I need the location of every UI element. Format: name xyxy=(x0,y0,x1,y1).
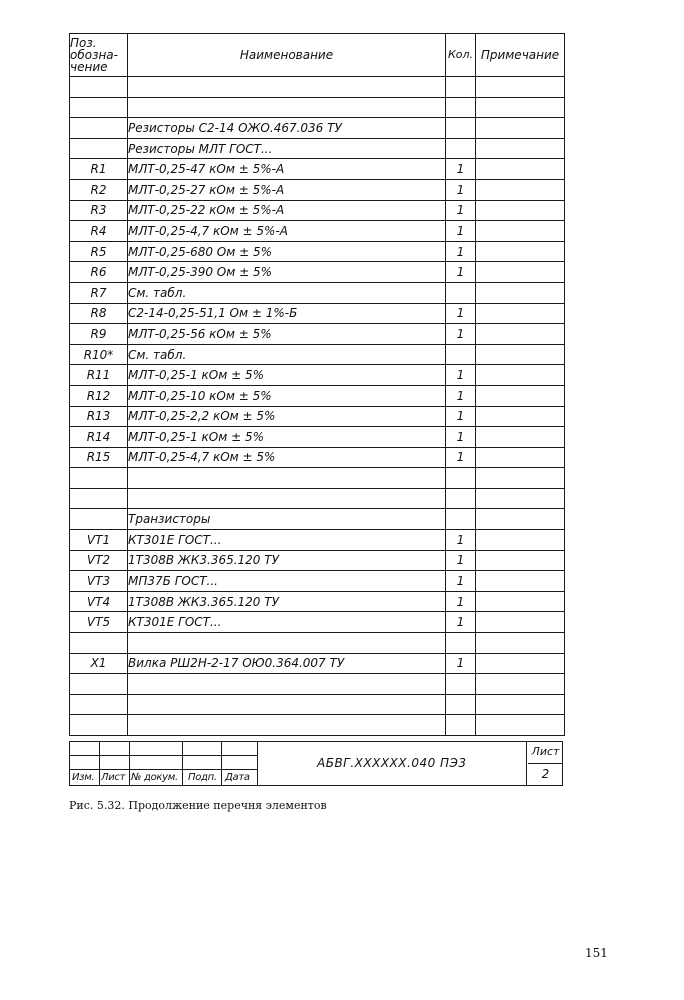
position-cell xyxy=(70,77,128,98)
quantity-cell: 1 xyxy=(446,427,476,448)
note-cell xyxy=(476,427,565,448)
name-cell: МЛТ-0,25-47 кОм ± 5%-А xyxy=(128,159,446,180)
name-cell xyxy=(128,674,446,695)
note-cell xyxy=(476,221,565,242)
quantity-cell xyxy=(446,509,476,530)
figure-caption: Рис. 5.32. Продолжение перечня элементов xyxy=(69,799,327,812)
quantity-cell xyxy=(446,468,476,489)
table-row xyxy=(70,159,565,180)
note-cell xyxy=(476,344,565,365)
name-cell: 1Т308В ЖК3.365.120 ТУ xyxy=(128,591,446,612)
note-cell xyxy=(476,365,565,386)
position-cell: VT4 xyxy=(70,591,128,612)
table-row xyxy=(70,324,565,345)
note-cell xyxy=(476,138,565,159)
note-cell xyxy=(476,694,565,715)
title-block xyxy=(69,741,564,786)
quantity-cell xyxy=(446,488,476,509)
position-cell: VT1 xyxy=(70,530,128,551)
title-block-divider xyxy=(129,741,130,786)
table-row xyxy=(70,97,565,118)
position-cell: R3 xyxy=(70,200,128,221)
note-cell xyxy=(476,715,565,736)
quantity-cell xyxy=(446,715,476,736)
table-row xyxy=(70,591,565,612)
position-cell xyxy=(70,97,128,118)
name-cell: С2-14-0,25-51,1 Ом ± 1%-Б xyxy=(128,303,446,324)
sheet-label: Лист xyxy=(531,745,560,758)
position-cell xyxy=(70,118,128,139)
quantity-cell: 1 xyxy=(446,530,476,551)
name-cell xyxy=(128,77,446,98)
position-cell: R6 xyxy=(70,262,128,283)
note-cell xyxy=(476,262,565,283)
title-block-divider xyxy=(99,741,100,786)
name-cell xyxy=(128,488,446,509)
table-row xyxy=(70,694,565,715)
name-cell: МЛТ-0,25-27 кОм ± 5%-А xyxy=(128,179,446,200)
quantity-cell: 1 xyxy=(446,262,476,283)
name-header: Наименование xyxy=(128,34,446,77)
quantity-cell xyxy=(446,674,476,695)
table-row xyxy=(70,715,565,736)
position-cell: R15 xyxy=(70,447,128,468)
note-header: Примечание xyxy=(476,34,565,77)
sheet-number: 2 xyxy=(541,767,550,781)
name-cell xyxy=(128,97,446,118)
quantity-cell: 1 xyxy=(446,303,476,324)
note-cell xyxy=(476,303,565,324)
table-row xyxy=(70,221,565,242)
quantity-cell: 1 xyxy=(446,447,476,468)
quantity-cell xyxy=(446,344,476,365)
table-row xyxy=(70,509,565,530)
quantity-cell: 1 xyxy=(446,571,476,592)
quantity-cell xyxy=(446,633,476,654)
name-cell: МЛТ-0,25-1 кОм ± 5% xyxy=(128,365,446,386)
sheet-box-divider xyxy=(528,763,563,764)
table-row xyxy=(70,447,565,468)
name-cell: МЛТ-0,25-2,2 кОм ± 5% xyxy=(128,406,446,427)
name-cell: МЛТ-0,25-680 Ом ± 5% xyxy=(128,241,446,262)
quantity-cell: 1 xyxy=(446,324,476,345)
position-cell xyxy=(70,674,128,695)
name-cell: См. табл. xyxy=(128,282,446,303)
position-cell xyxy=(70,633,128,654)
table-row xyxy=(70,633,565,654)
name-cell xyxy=(128,694,446,715)
note-cell xyxy=(476,530,565,551)
position-cell xyxy=(70,694,128,715)
note-cell xyxy=(476,97,565,118)
page-number: 151 xyxy=(585,946,608,960)
position-cell: X1 xyxy=(70,653,128,674)
position-cell: R5 xyxy=(70,241,128,262)
position-cell: R13 xyxy=(70,406,128,427)
title-block-rowline xyxy=(69,755,257,756)
stamp-label-date: Дата xyxy=(225,772,250,783)
note-cell xyxy=(476,179,565,200)
stamp-label-document: № докум. xyxy=(131,772,178,783)
position-cell: R12 xyxy=(70,385,128,406)
title-block-divider xyxy=(526,741,527,786)
table-row xyxy=(70,674,565,695)
note-cell xyxy=(476,509,565,530)
document-designation: АБВГ.XXXXXX.040 ПЭ3 xyxy=(317,756,467,770)
name-cell: МП37Б ГОСТ... xyxy=(128,571,446,592)
table-row xyxy=(70,118,565,139)
quantity-cell: 1 xyxy=(446,241,476,262)
quantity-cell: 1 xyxy=(446,550,476,571)
table-row xyxy=(70,406,565,427)
table-row xyxy=(70,488,565,509)
name-cell: 1Т308В ЖК3.365.120 ТУ xyxy=(128,550,446,571)
title-block-divider xyxy=(221,741,222,786)
table-row xyxy=(70,138,565,159)
table-row xyxy=(70,200,565,221)
position-cell: R11 xyxy=(70,365,128,386)
quantity-cell xyxy=(446,282,476,303)
note-cell xyxy=(476,653,565,674)
position-cell: R9 xyxy=(70,324,128,345)
table-row xyxy=(70,468,565,489)
quantity-cell: 1 xyxy=(446,385,476,406)
note-cell xyxy=(476,77,565,98)
note-cell xyxy=(476,674,565,695)
name-cell: Резисторы С2-14 ОЖО.467.036 ТУ xyxy=(128,118,446,139)
quantity-cell: 1 xyxy=(446,179,476,200)
position-cell: R4 xyxy=(70,221,128,242)
name-cell: МЛТ-0,25-10 кОм ± 5% xyxy=(128,385,446,406)
name-cell: МЛТ-0,25-4,7 кОм ± 5%-А xyxy=(128,221,446,242)
position-cell: R14 xyxy=(70,427,128,448)
position-cell: VT3 xyxy=(70,571,128,592)
note-cell xyxy=(476,159,565,180)
note-cell xyxy=(476,324,565,345)
position-cell: R1 xyxy=(70,159,128,180)
position-cell xyxy=(70,468,128,489)
stamp-label-change: Изм. xyxy=(72,772,95,783)
table-row xyxy=(70,427,565,448)
quantity-cell xyxy=(446,97,476,118)
name-cell: Транзисторы xyxy=(128,509,446,530)
quantity-cell xyxy=(446,694,476,715)
note-cell xyxy=(476,571,565,592)
name-cell xyxy=(128,468,446,489)
table-row xyxy=(70,303,565,324)
position-cell: VT5 xyxy=(70,612,128,633)
position-cell: R8 xyxy=(70,303,128,324)
table-row xyxy=(70,571,565,592)
name-cell xyxy=(128,715,446,736)
table-row xyxy=(70,653,565,674)
note-cell xyxy=(476,591,565,612)
quantity-cell: 1 xyxy=(446,653,476,674)
name-cell: Резисторы МЛТ ГОСТ... xyxy=(128,138,446,159)
name-cell: КТ301Е ГОСТ... xyxy=(128,530,446,551)
table-row xyxy=(70,385,565,406)
name-cell: Вилка РШ2Н-2-17 ОЮ0.364.007 ТУ xyxy=(128,653,446,674)
position-header xyxy=(70,34,128,77)
note-cell xyxy=(476,241,565,262)
table-row xyxy=(70,365,565,386)
table-row xyxy=(70,262,565,283)
table-row xyxy=(70,241,565,262)
note-cell xyxy=(476,447,565,468)
note-cell xyxy=(476,282,565,303)
position-cell: VT2 xyxy=(70,550,128,571)
table-row xyxy=(70,179,565,200)
stamp-label-signature: Подп. xyxy=(188,772,217,783)
note-cell xyxy=(476,118,565,139)
position-header-label: Поз. обозна- чение xyxy=(70,36,118,74)
name-cell: КТ301Е ГОСТ... xyxy=(128,612,446,633)
table-row xyxy=(70,344,565,365)
name-cell xyxy=(128,633,446,654)
element-list-table xyxy=(69,33,565,736)
note-cell xyxy=(476,550,565,571)
quantity-cell xyxy=(446,118,476,139)
note-cell xyxy=(476,200,565,221)
position-cell: R7 xyxy=(70,282,128,303)
note-cell xyxy=(476,468,565,489)
table-row xyxy=(70,612,565,633)
note-cell xyxy=(476,633,565,654)
qty-header: Кол. xyxy=(446,34,476,77)
quantity-cell: 1 xyxy=(446,159,476,180)
title-block-rowline xyxy=(69,769,257,770)
name-cell: МЛТ-0,25-390 Ом ± 5% xyxy=(128,262,446,283)
position-cell: R2 xyxy=(70,179,128,200)
quantity-cell: 1 xyxy=(446,612,476,633)
name-cell: МЛТ-0,25-22 кОм ± 5%-А xyxy=(128,200,446,221)
table-header-row xyxy=(70,34,565,77)
quantity-cell: 1 xyxy=(446,406,476,427)
position-cell xyxy=(70,715,128,736)
table-row xyxy=(70,282,565,303)
quantity-cell xyxy=(446,138,476,159)
table-row xyxy=(70,530,565,551)
stamp-label-sheet: Лист xyxy=(101,772,126,783)
table-row xyxy=(70,550,565,571)
title-block-divider xyxy=(257,741,258,786)
position-cell: R10* xyxy=(70,344,128,365)
table-body xyxy=(70,77,565,736)
quantity-cell: 1 xyxy=(446,365,476,386)
table-row xyxy=(70,77,565,98)
position-cell xyxy=(70,138,128,159)
quantity-cell: 1 xyxy=(446,221,476,242)
name-cell: МЛТ-0,25-4,7 кОм ± 5% xyxy=(128,447,446,468)
note-cell xyxy=(476,385,565,406)
quantity-cell xyxy=(446,77,476,98)
note-cell xyxy=(476,612,565,633)
name-cell: МЛТ-0,25-1 кОм ± 5% xyxy=(128,427,446,448)
note-cell xyxy=(476,406,565,427)
name-cell: МЛТ-0,25-56 кОм ± 5% xyxy=(128,324,446,345)
position-cell xyxy=(70,509,128,530)
quantity-cell: 1 xyxy=(446,200,476,221)
note-cell xyxy=(476,488,565,509)
title-block-divider xyxy=(182,741,183,786)
quantity-cell: 1 xyxy=(446,591,476,612)
position-cell xyxy=(70,488,128,509)
name-cell: См. табл. xyxy=(128,344,446,365)
